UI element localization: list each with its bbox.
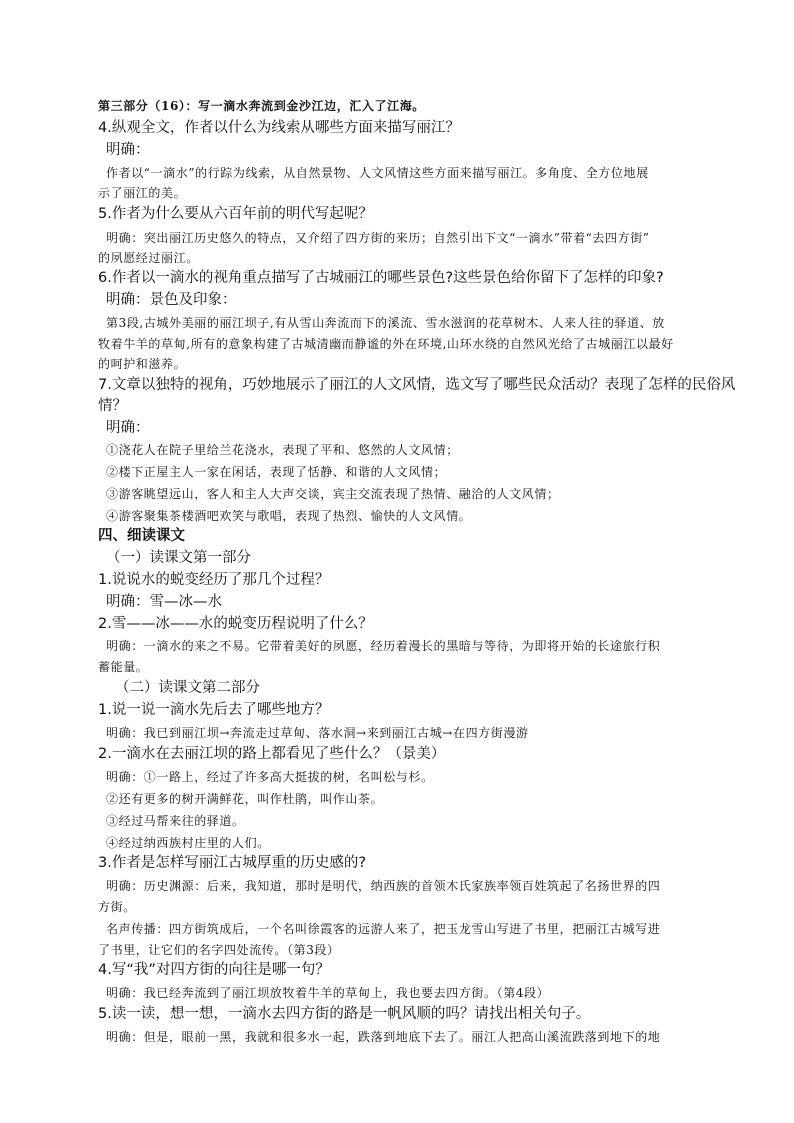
answer-text: 明确：我已经奔流到了丽江坝放牧着牛羊的草甸上，我也要去四方街。（第4段） xyxy=(106,986,550,1000)
question-7-cont: 情？ xyxy=(98,398,127,414)
list-item: ①浇花人在院子里给兰花浇水，表现了平和、悠然的人文风情； xyxy=(106,443,459,457)
answer-text: 蓄能量。 xyxy=(98,660,149,674)
answer-text: 第3段,古城外美丽的丽江坝子,有从雪山奔流而下的溪流、雪水滋润的花草树木、人来人往的驿道、放 xyxy=(106,316,665,330)
answer-label: 明确：景色及印象： xyxy=(106,292,237,308)
question-4: 4.纵观全文，作者以什么为线索从哪些方面来描写丽江？ xyxy=(98,120,460,136)
answer-text: 名声传播：四方街筑成后，一个名叫徐霞客的远游人来了，把玉龙雪山写进了书里，把丽江古城写进 xyxy=(106,922,661,936)
subsection-heading: （二）读课文第二部分 xyxy=(115,680,260,696)
question-5: 5.作者为什么要从六百年前的明代写起呢？ xyxy=(98,206,373,222)
subsection-heading: （一）读课文第一部分 xyxy=(106,550,251,566)
list-item: ③游客眺望远山，客人和主人大声交谈，宾主交流表现了热情、融洽的人文风情； xyxy=(106,487,560,501)
list-item: ②还有更多的树开满鲜花，叫作杜鹃，叫作山茶。 xyxy=(106,792,384,806)
question-3: 3.作者是怎样写丽江古城厚重的历史感的? xyxy=(98,855,367,871)
answer-text: 明确：雪—冰—水 xyxy=(106,594,222,610)
answer-text: 示了丽江的美。 xyxy=(98,186,187,200)
answer-text: 方街。 xyxy=(98,900,136,914)
answer-text: 了书里，让它们的名字四处流传。（第3段） xyxy=(98,943,340,957)
list-item: ④游客聚集茶楼酒吧欢笑与歌唱，表现了热烈、愉快的人文风情。 xyxy=(106,509,472,523)
answer-text: 明确：我已到丽江坝→奔流走过草甸、落水洞→来到丽江古城→在四方街漫游 xyxy=(106,726,529,740)
answer-text: 牧着牛羊的草甸,所有的意象构建了古城清幽而静谧的外在环境,山环水绕的自然风光给了古城丽江以最好 xyxy=(98,337,674,351)
answer-text: 的呵护和滋养。 xyxy=(98,357,187,371)
question-5: 5.读一读，想一想，一滴水去四方街的路是一帆风顺的吗？请找出相关句子。 xyxy=(98,1006,591,1022)
answer-text: 明确：历史渊源：后来，我知道，那时是明代，纳西族的首领木氏家族率领百姓筑起了名扬世界的四 xyxy=(106,879,661,893)
question-1: 1.说一说一滴水先后去了哪些地方？ xyxy=(98,702,330,718)
question-7: 7.文章以独特的视角，巧妙地展示了丽江的人文风情，选文写了哪些民众活动？表现了怎样的民俗风 xyxy=(98,377,736,393)
answer-text: 的夙愿经过丽江。 xyxy=(98,251,199,265)
answer-text: 明确：但是，眼前一黑，我就和很多水一起，跌落到地底下去了。丽江人把高山溪流跌落到地下的地 xyxy=(106,1030,661,1044)
section-summary-part-3: 第三部分（16）：写一滴水奔流到金沙江边，汇入了江海。 xyxy=(98,99,425,113)
list-item: ③经过马帮来往的驿道。 xyxy=(106,814,245,828)
list-item: ④经过纳西族村庄里的人们。 xyxy=(106,836,270,850)
answer-text: 作者以“一滴水”的行踪为线索，从自然景物、人文风情这些方面来描写丽江。多角度、全方位地展 xyxy=(106,166,649,180)
answer-text: 明确：一滴水的来之不易。它带着美好的夙愿，经历着漫长的黑暗与等待，为即将开始的长途旅行积 xyxy=(106,639,661,653)
question-2: 2.雪——冰——水的蜕变历程说明了什么？ xyxy=(98,616,373,632)
answer-label: 明确： xyxy=(106,420,150,436)
question-4: 4.写“我”对四方街的向往是哪一句？ xyxy=(98,962,330,978)
question-6: 6.作者以一滴水的视角重点描写了古城丽江的哪些景色?这些景色给你留下了怎样的印象? xyxy=(98,270,664,286)
question-2: 2.一滴水在去丽江坝的路上都看见了些什么？（景美） xyxy=(98,746,446,762)
answer-text: 明确：突出丽江历史悠久的特点，又介绍了四方街的来历；自然引出下文“一滴水”带着“去四方街” xyxy=(106,231,650,245)
question-1: 1.说说水的蜕变经历了那几个过程？ xyxy=(98,572,330,588)
answer-label: 明确： xyxy=(106,142,150,158)
list-item: ②楼下正屋主人一家在闲话，表现了恬静、和谐的人文风情； xyxy=(106,465,447,479)
section-heading-4: 四、细读课文 xyxy=(98,528,185,544)
list-item: 明确：①一路上，经过了许多高大挺拔的树，名叫松与杉。 xyxy=(106,770,434,784)
